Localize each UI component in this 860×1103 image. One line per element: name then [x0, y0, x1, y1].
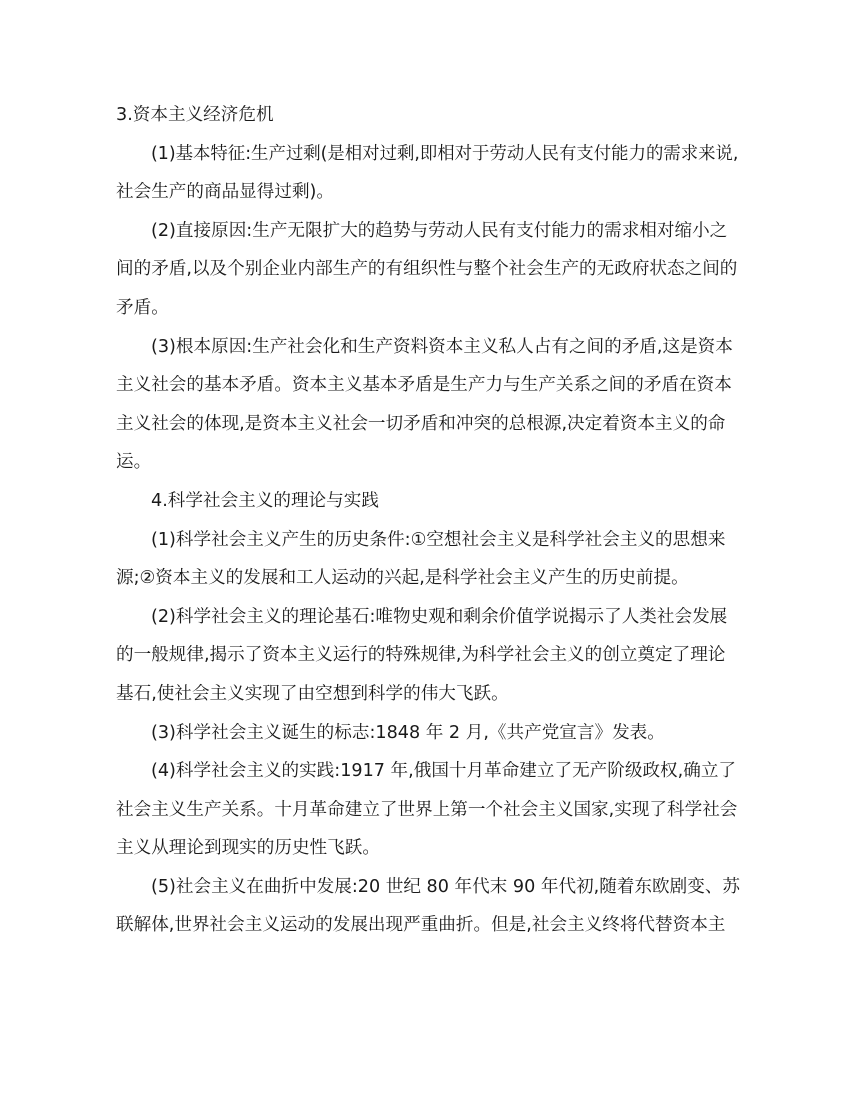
paragraph-line: (2)科学社会主义的理论基石:唯物史观和剩余价值学说揭示了人类社会发展 — [151, 606, 728, 627]
paragraph-line: (2)直接原因:生产无限扩大的趋势与劳动人民有支付能力的需求相对缩小之 — [151, 220, 728, 241]
document-page — [116, 96, 744, 945]
paragraph-line: 社会生产的商品显得过剩)。 — [116, 182, 334, 203]
paragraph-line: (1)基本特征:生产过剩(是相对过剩,即相对于劳动人民有支付能力的需求来说, — [151, 143, 739, 164]
paragraph-line: 主义从理论到现实的历史性飞跃。 — [116, 838, 380, 859]
paragraph-line: (3)科学社会主义诞生的标志:1848 年 2 月,《共产党宣言》发表。 — [151, 722, 665, 743]
paragraph-line: 运。 — [116, 452, 152, 473]
paragraph-line: (4)科学社会主义的实践:1917 年,俄国十月革命建立了无产阶级政权,确立了 — [151, 761, 737, 782]
paragraph-line: 主义社会的体现,是资本主义社会一切矛盾和冲突的总根源,决定着资本主义的命 — [116, 413, 726, 434]
paragraph-line: 源;②资本主义的发展和工人运动的兴起,是科学社会主义产生的历史前提。 — [116, 568, 689, 589]
paragraph-line: (1)科学社会主义产生的历史条件:①空想社会主义是科学社会主义的思想来 — [151, 529, 726, 550]
paragraph-line: 社会主义生产关系。十月革命建立了世界上第一个社会主义国家,实现了科学社会 — [116, 799, 738, 820]
paragraph-line: 间的矛盾,以及个别企业内部生产的有组织性与整个社会生产的无政府状态之间的 — [116, 259, 738, 280]
paragraph-line: 的一般规律,揭示了资本主义运行的特殊规律,为科学社会主义的创立奠定了理论 — [116, 645, 726, 666]
section-heading-scientific-socialism: 4.科学社会主义的理论与实践 — [151, 490, 379, 511]
paragraph-line: 主义社会的基本矛盾。资本主义基本矛盾是生产力与生产关系之间的矛盾在资本 — [116, 375, 732, 396]
section-heading-economic-crisis: 3.资本主义经济危机 — [116, 105, 274, 125]
paragraph-line: (5)社会主义在曲折中发展:20 世纪 80 年代末 90 年代初,随着东欧剧变、苏 — [151, 876, 741, 897]
paragraph-line: 联解体,世界社会主义运动的发展出现严重曲折。但是,社会主义终将代替资本主 — [116, 915, 726, 936]
paragraph-line: 矛盾。 — [116, 297, 169, 318]
paragraph-line: 基石,使社会主义实现了由空想到科学的伟大飞跃。 — [116, 683, 509, 704]
paragraph-line: (3)根本原因:生产社会化和生产资料资本主义私人占有之间的矛盾,这是资本 — [151, 336, 733, 357]
